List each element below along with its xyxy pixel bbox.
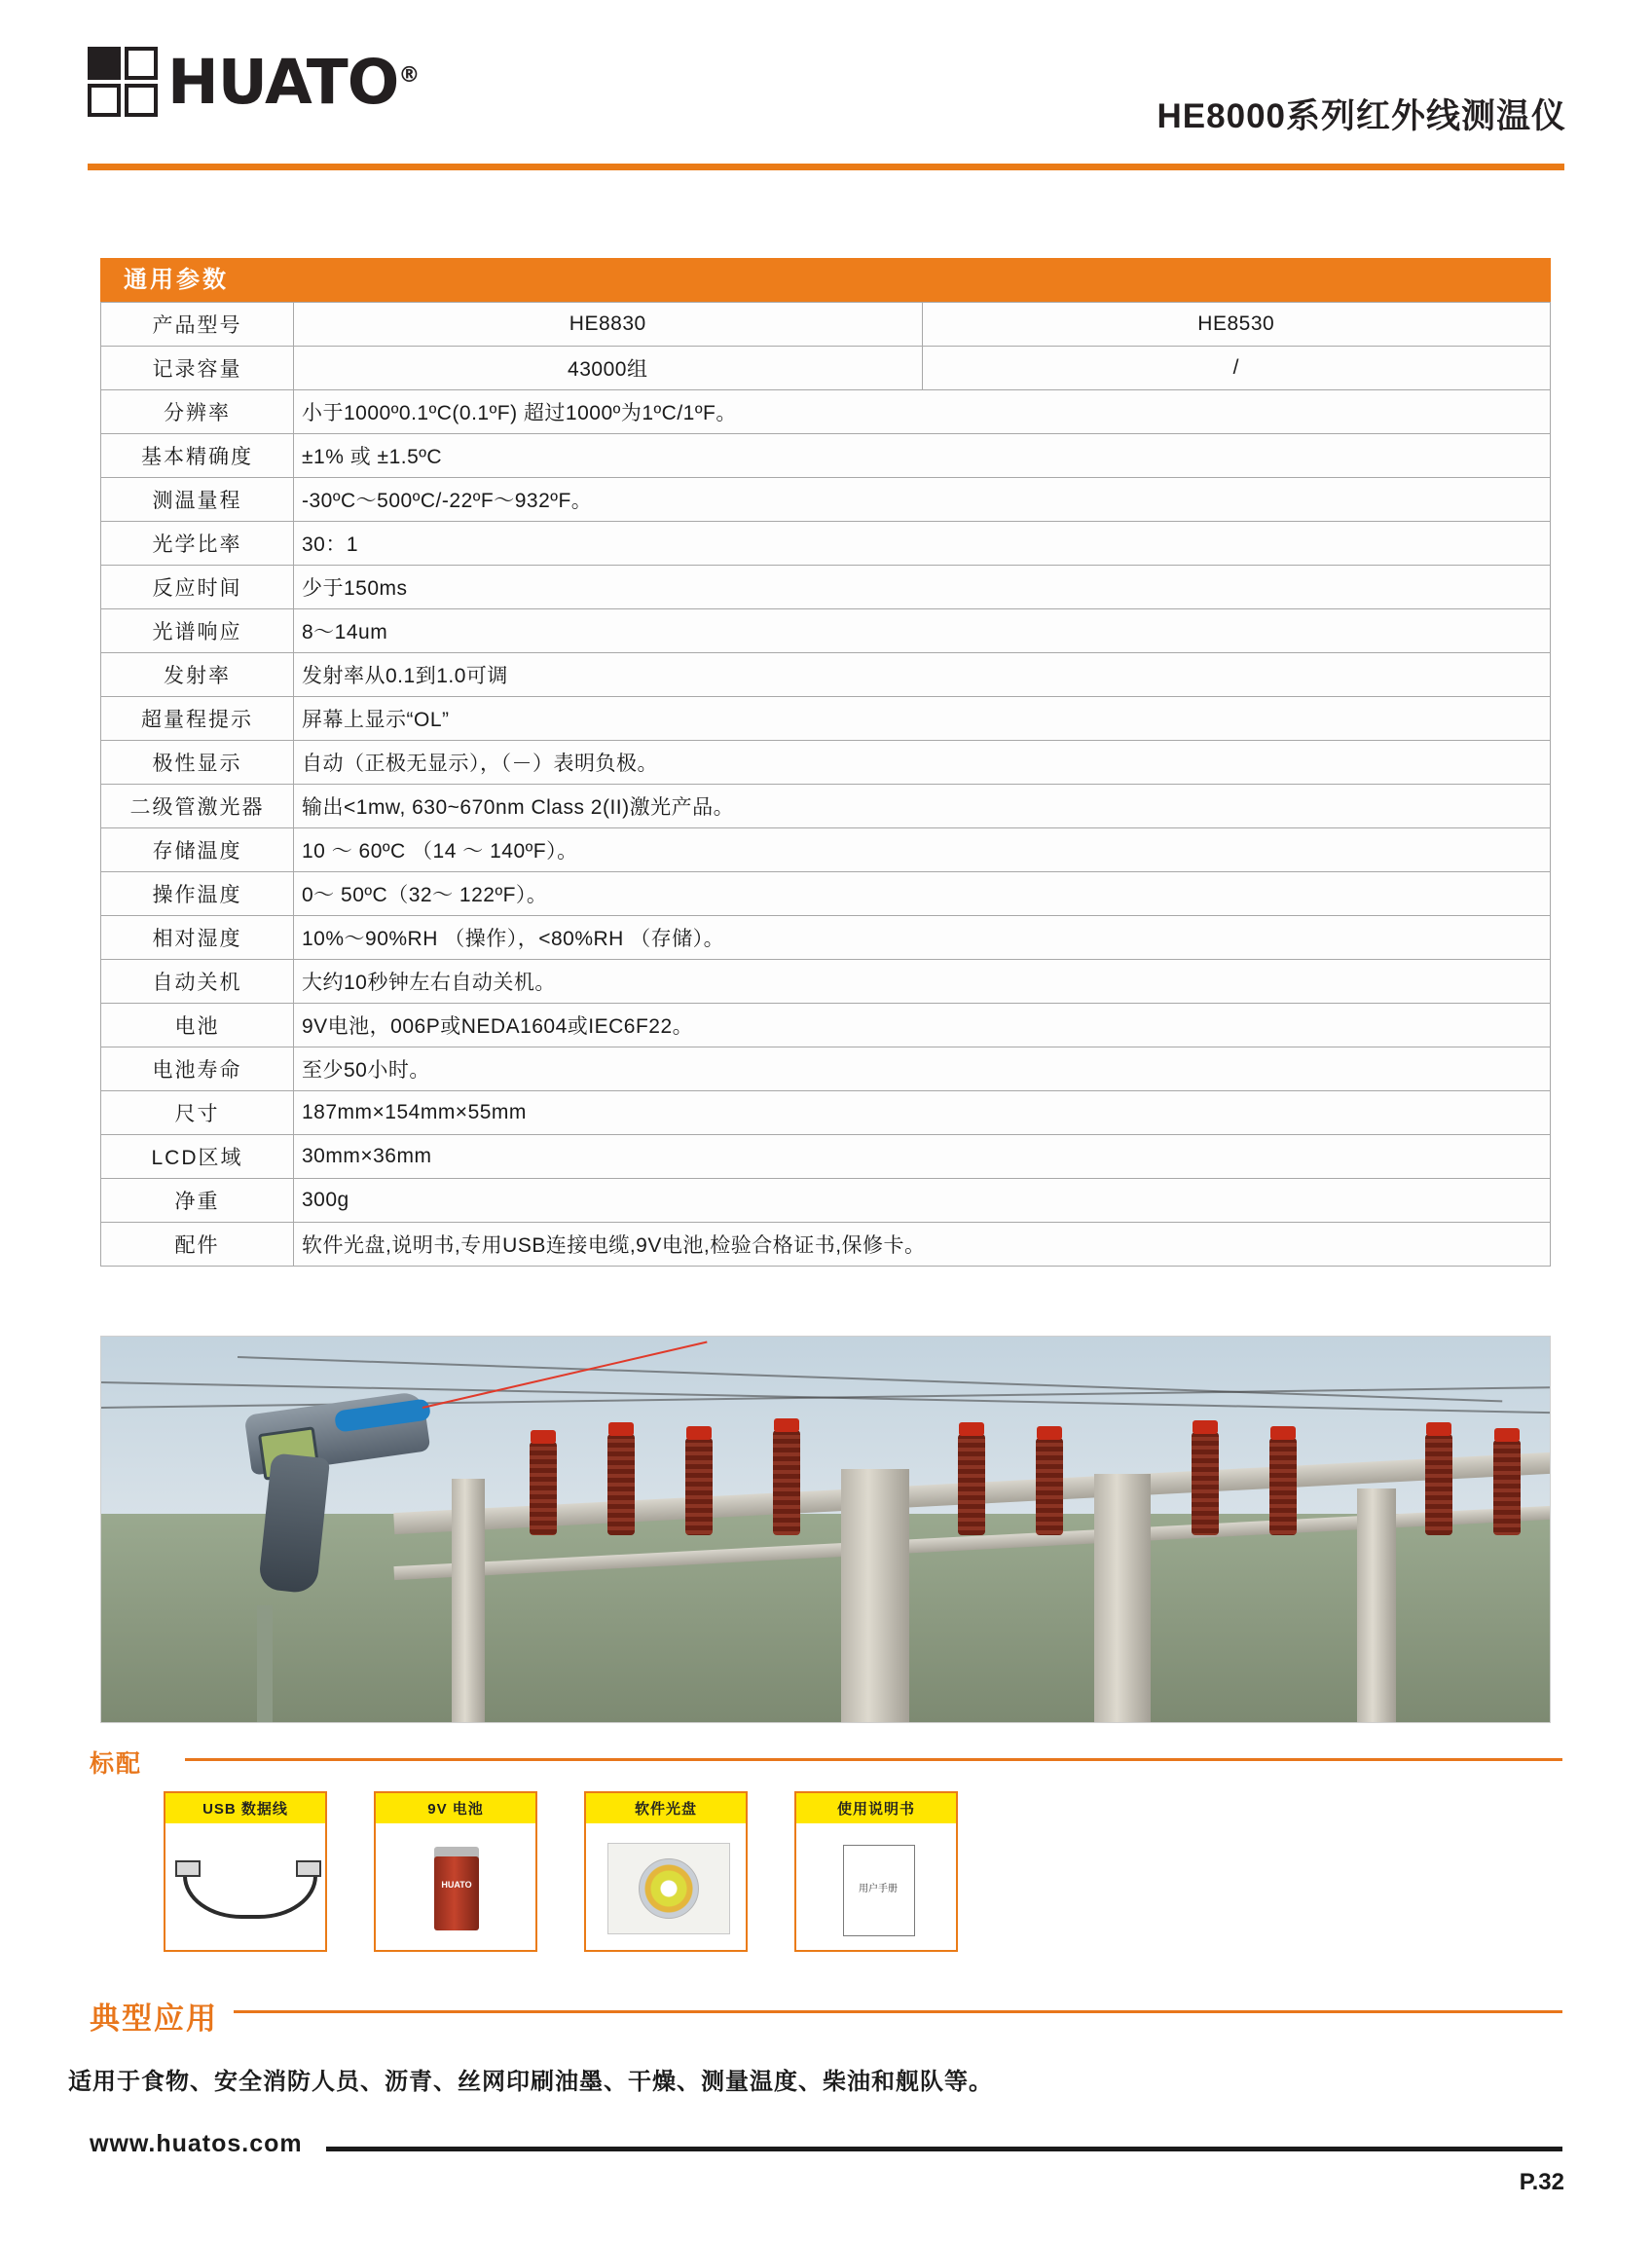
- spec-value: 0～ 50ºC（32～ 122ºF）。: [294, 872, 1551, 916]
- spec-value: 输出<1mw, 630~670nm Class 2(II)激光产品。: [294, 785, 1551, 828]
- spec-label: 测温量程: [101, 478, 294, 522]
- spec-label: 操作温度: [101, 872, 294, 916]
- battery-icon: [376, 1823, 535, 1950]
- photo-insulator: [1493, 1440, 1521, 1535]
- table-row: [101, 1004, 1551, 1047]
- spec-label: 净重: [101, 1179, 294, 1223]
- logo-mark-icon: [88, 47, 158, 117]
- accessory-title: 使用说明书: [796, 1793, 956, 1823]
- photo-insulator: [685, 1438, 713, 1535]
- page-header: [0, 0, 1652, 173]
- brand-name: [167, 46, 420, 118]
- table-row: [101, 916, 1551, 960]
- cd-disc-icon: [586, 1823, 746, 1950]
- table-row: [101, 347, 1551, 390]
- photo-insulator: [1192, 1432, 1219, 1535]
- spec-label: 尺寸: [101, 1091, 294, 1135]
- spec-label: 配件: [101, 1223, 294, 1267]
- application-section-title: 典型应用: [90, 2002, 218, 2036]
- photo-insulator-cap: [1193, 1420, 1218, 1434]
- spec-value: 发射率从0.1到1.0可调: [294, 653, 1551, 697]
- brand-logo: [88, 47, 419, 117]
- accessory-card-battery: [374, 1791, 537, 1952]
- spec-value-he8830: HE8830: [294, 303, 923, 347]
- photo-insulator-cap: [1270, 1426, 1296, 1440]
- spec-value: 187mm×154mm×55mm: [294, 1091, 1551, 1135]
- spec-label: 基本精确度: [101, 434, 294, 478]
- accessory-card-usb: [164, 1791, 327, 1952]
- header-divider: [88, 164, 1564, 170]
- application-text: 适用于食物、安全消防人员、沥青、丝网印刷油墨、干燥、测量温度、柴油和舰队等。: [68, 2069, 993, 2095]
- accessories-divider: [185, 1758, 1562, 1761]
- spec-value-he8830: 43000组: [294, 347, 923, 390]
- spec-value: 10 ～ 60ºC （14 ～ 140ºF）。: [294, 828, 1551, 872]
- spec-value-he8530: HE8530: [922, 303, 1551, 347]
- photo-insulator: [1425, 1434, 1452, 1535]
- manual-label: 用户手册: [859, 1884, 898, 1894]
- infrared-thermometer-product: [218, 1395, 442, 1604]
- table-row: [101, 960, 1551, 1004]
- spec-value: 少于150ms: [294, 566, 1551, 609]
- photo-insulator-cap: [531, 1430, 556, 1444]
- table-row: [101, 434, 1551, 478]
- table-row: [101, 872, 1551, 916]
- table-row: [101, 785, 1551, 828]
- spec-value: ±1% 或 ±1.5ºC: [294, 434, 1551, 478]
- table-row: [101, 1091, 1551, 1135]
- spec-value: 30mm×36mm: [294, 1135, 1551, 1179]
- table-row: [101, 522, 1551, 566]
- page-title: HE8000系列红外线测温仪: [1156, 97, 1566, 135]
- spec-label: 电池寿命: [101, 1047, 294, 1091]
- table-row: [101, 741, 1551, 785]
- spec-value: 屏幕上显示“OL”: [294, 697, 1551, 741]
- photo-insulator-cap: [608, 1422, 634, 1436]
- photo-insulator: [607, 1434, 635, 1535]
- accessories-list: [164, 1791, 958, 1952]
- footer-website[interactable]: www.huatos.com: [90, 2130, 303, 2157]
- accessory-title: USB 数据线: [165, 1793, 325, 1823]
- spec-label: 自动关机: [101, 960, 294, 1004]
- spec-table-body: [101, 303, 1551, 1267]
- table-row: [101, 828, 1551, 872]
- spec-value: 至少50小时。: [294, 1047, 1551, 1091]
- photo-insulator-cap: [959, 1422, 984, 1436]
- accessory-title: 软件光盘: [586, 1793, 746, 1823]
- photo-pillar: [257, 1605, 273, 1722]
- table-row: [101, 1223, 1551, 1267]
- photo-insulator: [1269, 1438, 1297, 1535]
- table-row: [101, 390, 1551, 434]
- spec-label: 记录容量: [101, 347, 294, 390]
- spec-value: 10%～90%RH （操作），<80%RH （存储）。: [294, 916, 1551, 960]
- specifications-section: [100, 258, 1551, 1267]
- photo-insulator: [773, 1430, 800, 1535]
- spec-label: 超量程提示: [101, 697, 294, 741]
- registered-mark: ®: [398, 62, 420, 88]
- brand-wordmark: HUATO: [167, 46, 399, 118]
- accessory-card-cd: [584, 1791, 748, 1952]
- spec-value: 300g: [294, 1179, 1551, 1223]
- accessories-section-title: 标配: [90, 1750, 143, 1778]
- spec-label: 分辨率: [101, 390, 294, 434]
- table-row: [101, 1135, 1551, 1179]
- table-row: [101, 566, 1551, 609]
- photo-insulator: [1036, 1438, 1063, 1535]
- accessory-card-manual: [794, 1791, 958, 1952]
- spec-label: 相对湿度: [101, 916, 294, 960]
- photo-insulator-cap: [1426, 1422, 1451, 1436]
- photo-pillar: [1357, 1488, 1396, 1722]
- manual-icon: [796, 1823, 956, 1950]
- spec-label: 产品型号: [101, 303, 294, 347]
- spec-value: -30ºC～500ºC/-22ºF～932ºF。: [294, 478, 1551, 522]
- spec-value: 软件光盘,说明书,专用USB连接电缆,9V电池,检验合格证书,保修卡。: [294, 1223, 1551, 1267]
- page-number: P.32: [1519, 2169, 1564, 2195]
- spec-label: 光学比率: [101, 522, 294, 566]
- photo-insulator-cap: [1494, 1428, 1520, 1442]
- spec-label: 光谱响应: [101, 609, 294, 653]
- spec-section-title: 通用参数: [100, 258, 1551, 302]
- spec-value: 9V电池，006P或NEDA1604或IEC6F22。: [294, 1004, 1551, 1047]
- table-row: [101, 303, 1551, 347]
- photo-pillar: [841, 1469, 909, 1722]
- spec-label: 极性显示: [101, 741, 294, 785]
- table-row: [101, 1047, 1551, 1091]
- accessory-title: 9V 电池: [376, 1793, 535, 1823]
- spec-label: 电池: [101, 1004, 294, 1047]
- table-row: [101, 1179, 1551, 1223]
- table-row: [101, 653, 1551, 697]
- photo-pillar: [452, 1479, 485, 1722]
- specifications-table: [100, 302, 1551, 1267]
- product-photo: [100, 1336, 1551, 1723]
- usb-cable-icon: [165, 1823, 325, 1950]
- footer-divider: [326, 2147, 1562, 2151]
- spec-value: 小于1000º0.1ºC(0.1ºF) 超过1000º为1ºC/1ºF。: [294, 390, 1551, 434]
- spec-value: 30：1: [294, 522, 1551, 566]
- spec-label: 存储温度: [101, 828, 294, 872]
- photo-insulator-cap: [774, 1418, 799, 1432]
- table-row: [101, 697, 1551, 741]
- spec-value-he8530: /: [922, 347, 1551, 390]
- spec-label: LCD区域: [101, 1135, 294, 1179]
- spec-value: 自动（正极无显示），（－）表明负极。: [294, 741, 1551, 785]
- spec-label: 发射率: [101, 653, 294, 697]
- spec-value: 8～14um: [294, 609, 1551, 653]
- spec-label: 二级管激光器: [101, 785, 294, 828]
- photo-insulator: [530, 1442, 557, 1535]
- table-row: [101, 478, 1551, 522]
- table-row: [101, 609, 1551, 653]
- spec-value: 大约10秒钟左右自动关机。: [294, 960, 1551, 1004]
- battery-label: HUATO: [441, 1880, 472, 1890]
- photo-pillar: [1094, 1474, 1151, 1722]
- application-divider: [234, 2010, 1562, 2013]
- photo-insulator: [958, 1434, 985, 1535]
- photo-insulator-cap: [1037, 1426, 1062, 1440]
- photo-insulator-cap: [686, 1426, 712, 1440]
- spec-label: 反应时间: [101, 566, 294, 609]
